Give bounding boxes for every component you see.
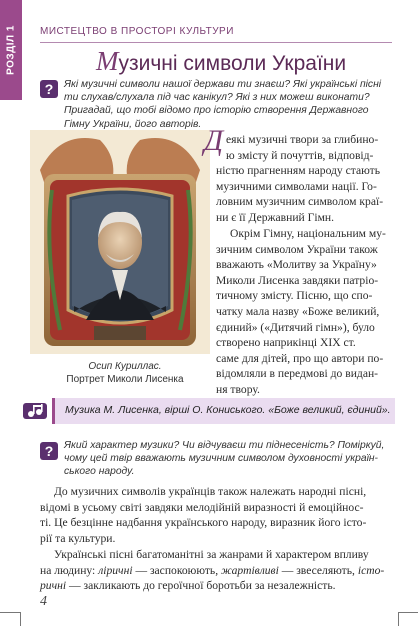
- text-line: відомі в усьому світі завдяки мелодійній виразності й емоційнос-: [40, 500, 364, 514]
- intro-paragraph: [216, 163, 383, 225]
- music-reference-box: [52, 398, 395, 424]
- text-line: ня твору.: [216, 382, 260, 396]
- text-line: рії та культури.: [40, 531, 116, 545]
- crop-mark: [398, 612, 399, 626]
- text-line: ті. Це безцінне надбання українського народу, виразник його істо-: [40, 516, 367, 530]
- second-question-line: чому цей твір вважають музичним символом духовності україн-: [64, 453, 378, 465]
- page-title: [96, 46, 346, 77]
- second-question: [64, 439, 384, 479]
- intro-question-line: Пригадай, що тобі відомо про історію створення Державного: [64, 105, 369, 117]
- crop-mark: [398, 612, 418, 613]
- intro-question-line: ти слухав/слухала під час канікул? Які з них можеш виконати?: [64, 92, 370, 104]
- question-icon: ?: [40, 80, 58, 98]
- crop-mark: [20, 612, 21, 626]
- body-paragraph-1: [40, 484, 366, 546]
- section-tab: [0, 0, 22, 100]
- text-line: єдиний» («Дитячий гімн»), було: [216, 320, 375, 334]
- portrait-title: Портрет Миколи Лисенка: [66, 374, 184, 385]
- intro-question: [64, 78, 381, 131]
- text-line: еякі музичні твори за глибино-: [226, 133, 379, 146]
- text-line: ни є її Державний Гімн.: [216, 210, 335, 224]
- second-question-line: Який характер музики? Чи відчуваєш ти піднесеність? Поміркуй,: [64, 440, 385, 451]
- running-header-text: МИСТЕЦТВО В ПРОСТОРІ КУЛЬТУРИ: [40, 26, 234, 37]
- text-line: тичному змісту. Пісню, що спо-: [216, 289, 373, 303]
- genre-term: істо-: [357, 563, 385, 577]
- text-line: створено наприкінці XIX ст.: [216, 336, 356, 350]
- text-line: Українські пісні багатоманітні за жанрами й характером впливу: [54, 548, 369, 561]
- portrait-author: Осип Куриллас.: [88, 361, 162, 372]
- text-line: музичними символами нації. Го-: [216, 179, 377, 193]
- text-line: чатку мала назву «Боже великий,: [216, 304, 380, 318]
- body-paragraph-2: [40, 547, 384, 594]
- genre-term: ліричні: [98, 563, 133, 577]
- text-line: ловним музичним символом краї-: [216, 195, 384, 209]
- section-tab-label: РОЗДІЛ 1: [5, 25, 17, 75]
- music-note-icon: [22, 400, 48, 422]
- text-line: Окрім Гімну, національним му-: [230, 227, 386, 240]
- text-line: саме для дітей, про що автори по-: [216, 351, 384, 365]
- title-rest: узичні символи України: [118, 52, 347, 75]
- text-line: ністю прагненням народу стають: [216, 164, 380, 177]
- intro-question-line: Гімну України, його авторів.: [64, 118, 202, 130]
- portrait-image: [30, 130, 210, 354]
- text-line: ю змісту й почуттів, відповід-: [226, 148, 374, 162]
- text-line: вважають «Молитву за Україну»: [216, 258, 377, 272]
- text-line: ричні — закликають до героїчної боротьби за незалежність.: [40, 579, 336, 593]
- text-line: на людину: ліричні — заспокоюють, жартівливі — звеселяють, істо-: [40, 563, 385, 577]
- title-initial: М: [96, 46, 119, 76]
- text-line: До музичних символів українців також належать народні пісні,: [54, 485, 367, 498]
- intro-question-line: Які музичні символи нашої держави ти знаєш? Які українські пісні: [64, 79, 382, 90]
- text-line: зичним символом України також: [216, 242, 378, 256]
- text-line: відомляли в передмові до видан-: [216, 367, 379, 381]
- second-paragraph: [216, 226, 386, 398]
- crop-mark: [0, 612, 20, 613]
- genre-term: ричні: [40, 579, 67, 593]
- drop-cap: Д: [204, 124, 224, 157]
- question-icon: ?: [40, 442, 58, 460]
- text-line: Миколи Лисенка завдяки патріо-: [216, 273, 379, 287]
- page-number: 4: [40, 594, 47, 609]
- genre-term: жартівливі: [221, 563, 279, 577]
- music-reference-text: Музика М. Лисенка, вірші О. Кониського. «Боже великий, єдиний».: [65, 404, 391, 416]
- second-question-line: ського народу.: [64, 466, 135, 478]
- portrait-caption: [55, 360, 195, 386]
- running-header: [40, 20, 392, 43]
- intro-paragraph-start: [226, 132, 378, 163]
